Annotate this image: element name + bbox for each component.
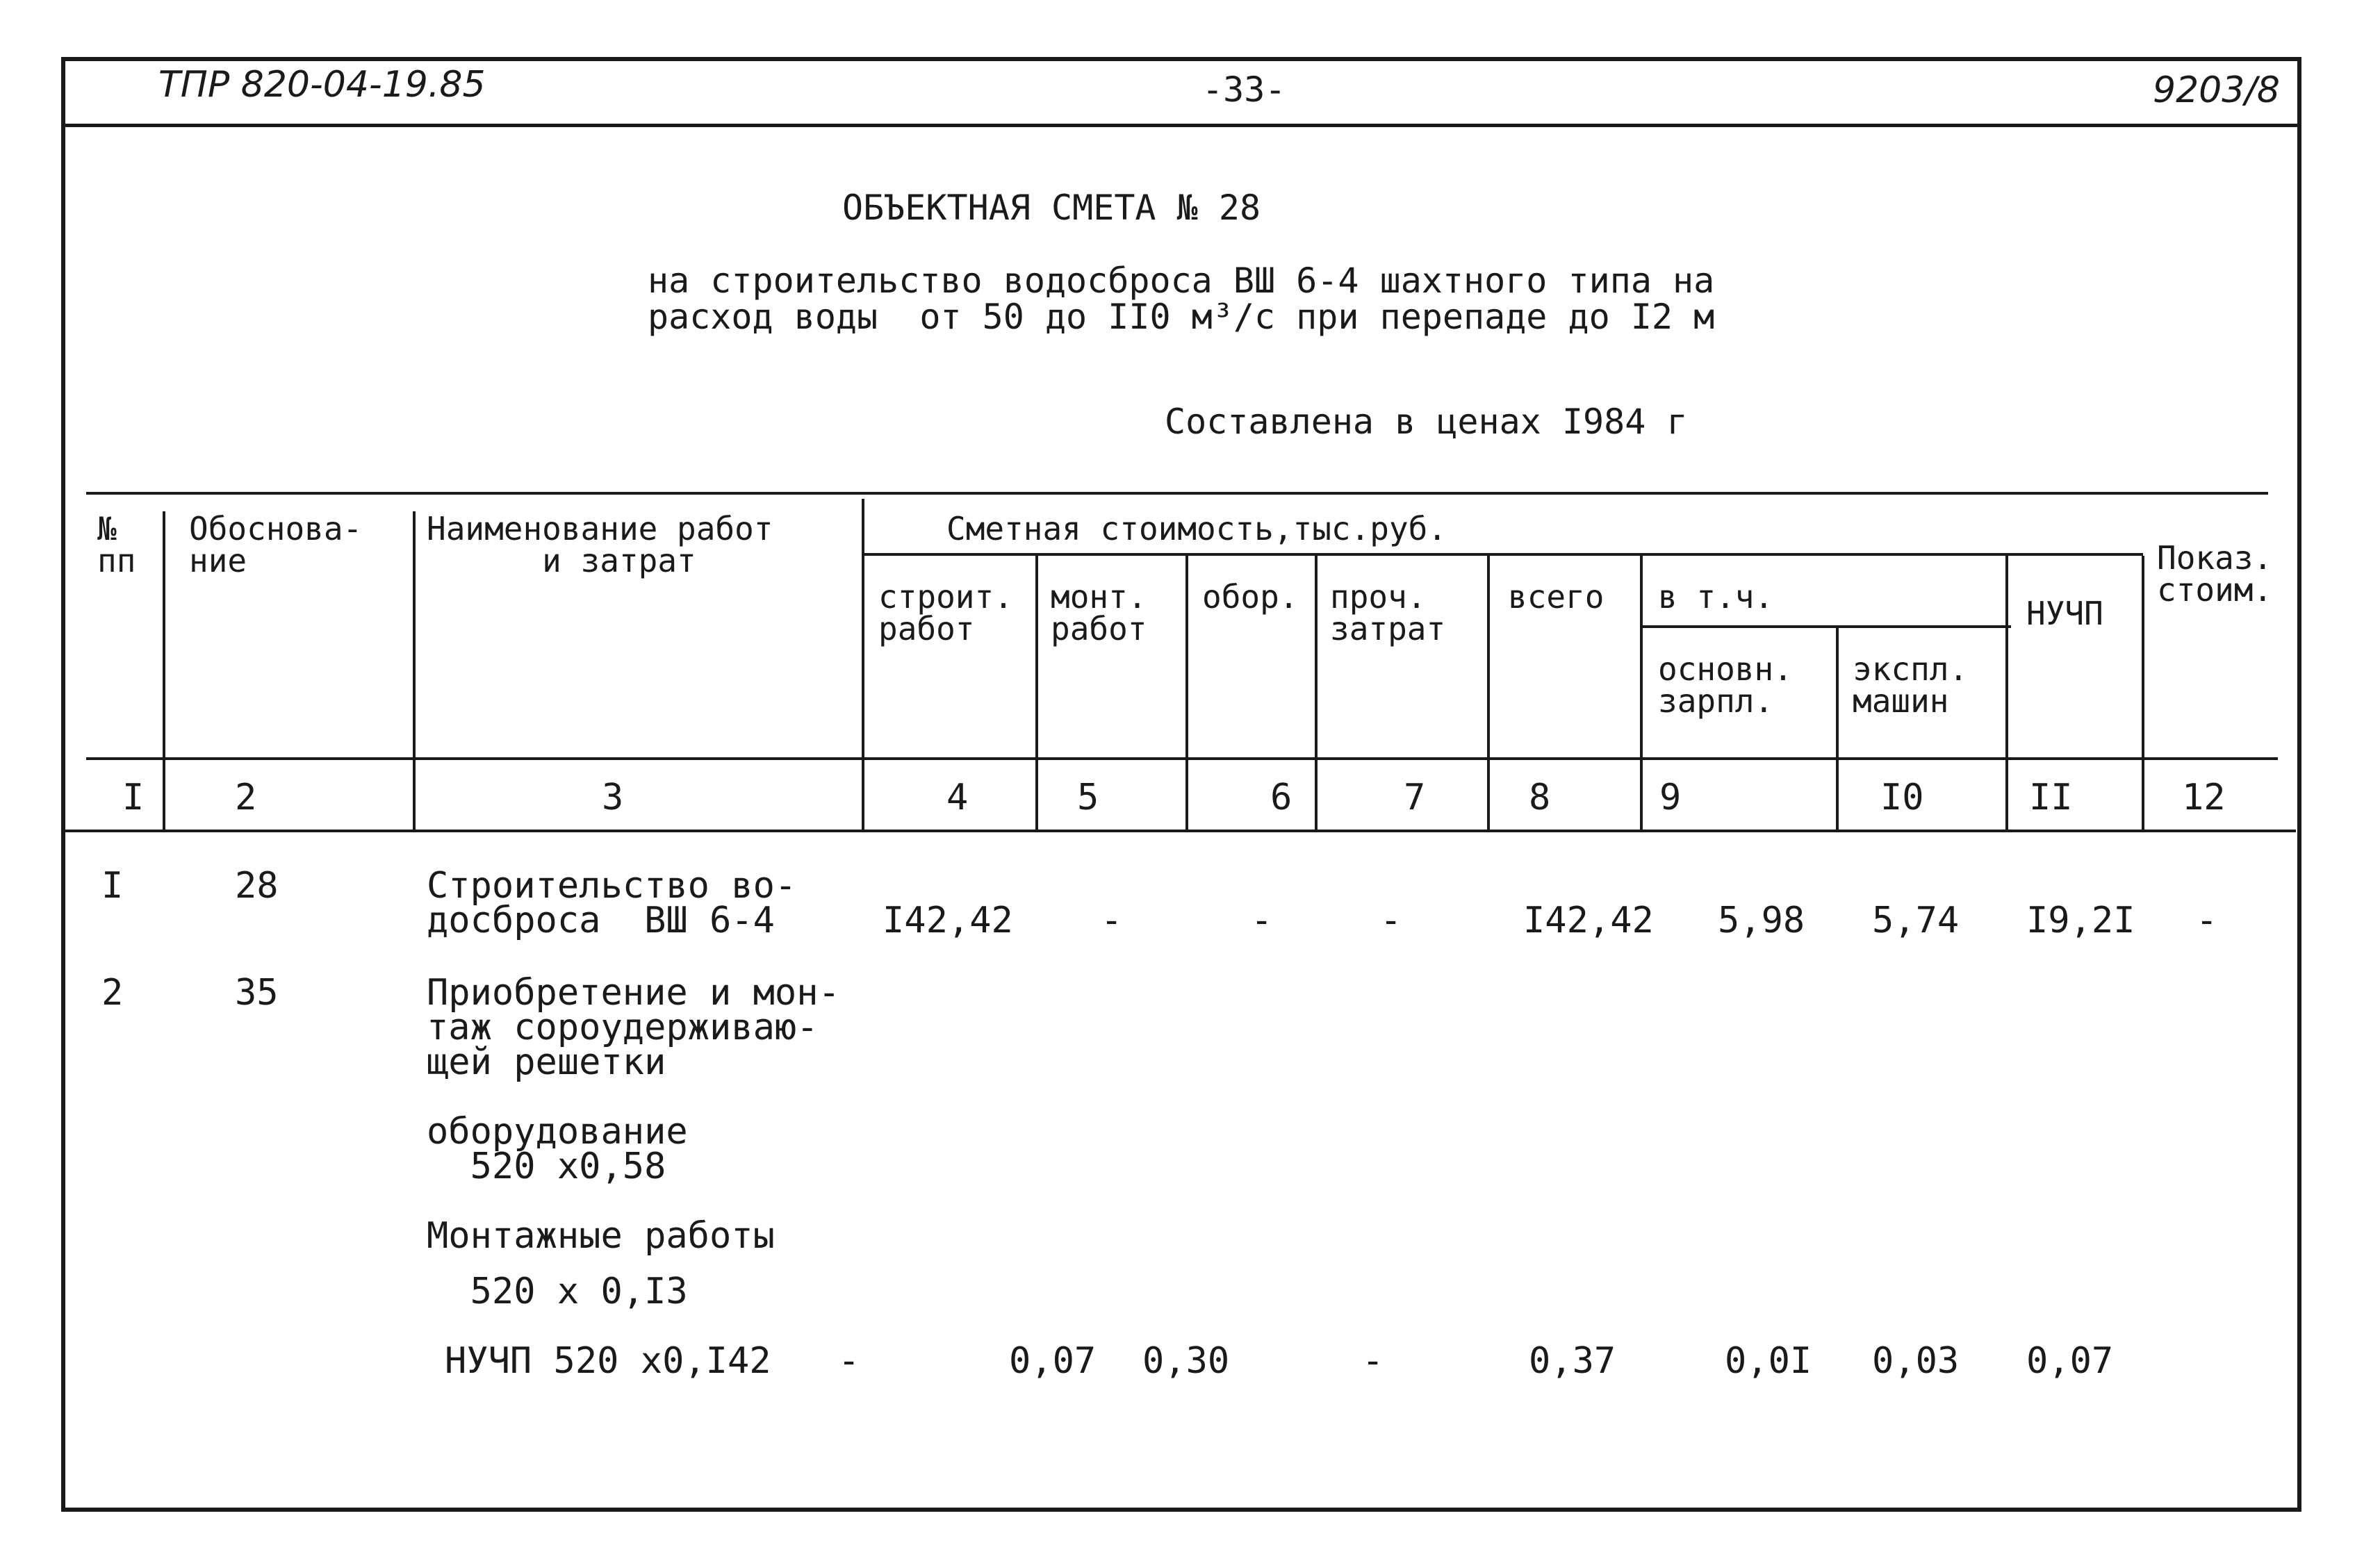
col-number-10: I0 (1880, 777, 1924, 818)
row2-constr: - (838, 1340, 860, 1382)
row1-basis: 28 (235, 865, 279, 907)
header-nuchp: НУЧП (2026, 595, 2103, 632)
row1-wage: 5,98 (1718, 900, 1805, 941)
col-rule-6 (1315, 556, 1318, 830)
col-number-8: 8 (1529, 777, 1551, 818)
col-rule-3 (862, 499, 864, 830)
table-top-rule (86, 492, 2268, 495)
row2-mount: 0,07 (1009, 1340, 1097, 1382)
col-number-5: 5 (1077, 777, 1099, 818)
col-rule-5 (1185, 556, 1188, 830)
col-rule-9 (1836, 628, 1839, 830)
row2-other: - (1362, 1340, 1384, 1382)
row2-wage: 0,0I (1725, 1340, 1812, 1382)
header-basis: Обоснова- ние (189, 510, 363, 579)
row1-indic: - (2196, 900, 2218, 941)
header-cost-group: Сметная стоимость,тыс.руб. (946, 510, 1447, 547)
col-number-2: 2 (235, 777, 257, 818)
row1-nuchp: I9,2I (2026, 900, 2135, 941)
row2-equip: 0,30 (1142, 1340, 1230, 1382)
header-no: № пп (97, 510, 136, 579)
row2-sub-mounting: Монтажные работы (427, 1215, 775, 1257)
col-rule-11 (2142, 556, 2144, 830)
row2-total: 0,37 (1529, 1340, 1616, 1382)
row1-no: I (101, 865, 124, 907)
row1-name: Строительство во- досброса ВШ 6-4 (427, 865, 797, 941)
header-incl: в т.ч. (1658, 578, 1774, 616)
col-number-1: I (122, 777, 145, 818)
col-numbers-rule (65, 830, 2296, 832)
row1-constr: I42,42 (883, 900, 1013, 941)
col-number-12: 12 (2182, 777, 2226, 818)
header-mach: экспл. машин (1853, 650, 1969, 720)
header-constr: строит. работ (878, 578, 1013, 647)
col-number-9: 9 (1659, 777, 1682, 818)
incl-group-rule (1643, 625, 2011, 628)
row1-other: - (1380, 900, 1402, 941)
header-total: всего (1508, 578, 1605, 616)
cost-group-rule (862, 553, 2143, 556)
title-description-1: на строительство водосброса ВШ 6-4 шахтного типа на (648, 261, 1715, 301)
row1-mount: - (1101, 900, 1123, 941)
row1-total: I42,42 (1523, 900, 1654, 941)
col-number-11: II (2029, 777, 2073, 818)
col-rule-7 (1487, 556, 1490, 830)
page-number: -33- (1202, 69, 1286, 110)
col-rule-1 (163, 511, 165, 830)
col-number-7: 7 (1404, 777, 1426, 818)
row2-sub-mounting-calc: 520 х 0,I3 (427, 1271, 688, 1312)
title-description-2: расход воды от 50 до II0 м³/с при перепаде до I2 м (648, 297, 1715, 337)
col-rule-4 (1035, 556, 1038, 830)
row2-sub-equipment: оборудование 520 х0,58 (427, 1111, 688, 1187)
sheet-code: 9203/8 (2153, 69, 2280, 111)
header-wage: основн. зарпл. (1658, 650, 1793, 720)
header-mount: монт. работ (1051, 578, 1147, 647)
col-rule-2 (413, 511, 416, 830)
col-rule-10 (2005, 556, 2008, 830)
col-rule-8 (1640, 556, 1643, 830)
row2-sub-nuchp: НУЧП 520 х0,I42 (445, 1340, 771, 1382)
row2-no: 2 (101, 972, 124, 1014)
row2-nuchp: 0,07 (2026, 1340, 2114, 1382)
row1-mach: 5,74 (1872, 900, 1960, 941)
col-number-6: 6 (1270, 777, 1292, 818)
header-equip: обор. (1202, 578, 1299, 616)
doc-code: ТПР 820-04-19.85 (158, 64, 486, 106)
row1-equip: - (1251, 900, 1273, 941)
col-number-4: 4 (946, 777, 969, 818)
row2-mach: 0,03 (1872, 1340, 1960, 1382)
row2-basis: 35 (235, 972, 279, 1014)
col-number-3: 3 (602, 777, 624, 818)
header-name: Наименование работ и затрат (427, 510, 773, 579)
header-divider (61, 124, 2301, 127)
price-basis: Составлена в ценах I984 г (1165, 402, 1688, 442)
row2-name: Приобретение и мон- таж сороудерживаю- щей решетки (427, 972, 840, 1083)
document-title: ОБЪЕКТНАЯ СМЕТА № 28 (842, 188, 1261, 228)
header-other: проч. затрат (1330, 578, 1446, 647)
header-indic: Показ. стоим. (2157, 539, 2273, 609)
